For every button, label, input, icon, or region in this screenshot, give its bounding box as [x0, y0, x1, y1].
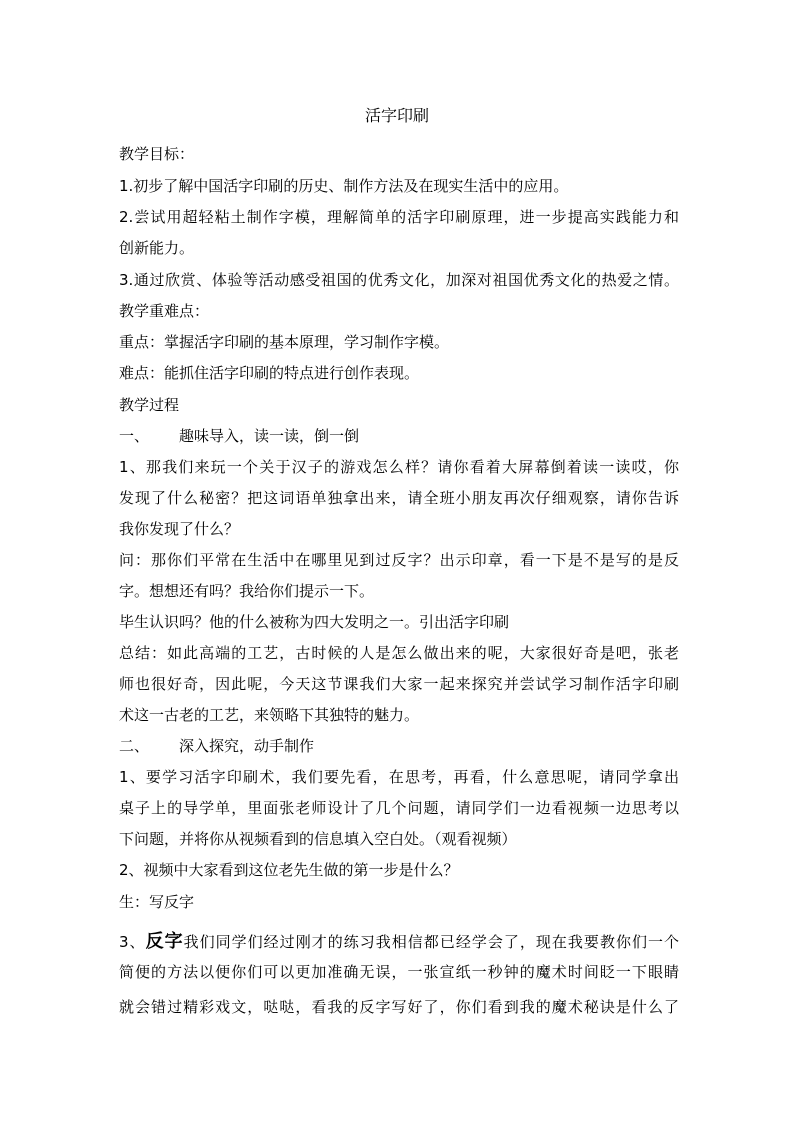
emphasized-term: 反字 — [145, 931, 184, 952]
line-text: 教学过程 — [119, 396, 180, 414]
line-text: 1、那我们来玩一个关于汉子的游戏怎么样？请你看着大屏幕倒着读一读哎，你 — [119, 458, 679, 476]
line-text: 2、视频中大家看到这位老先生做的第一步是什么？ — [119, 861, 459, 879]
paragraph-line — [119, 611, 679, 633]
line-text: 3.通过欣赏、体验等活动感受祖国的优秀文化，加深对祖国优秀文化的热爱之情。 — [119, 271, 679, 289]
paragraph-line — [119, 961, 679, 983]
line-text: 我们同学们经过刚才的练习我相信都已经学会了，现在我要教你们一个 — [183, 933, 679, 951]
section-heading — [119, 394, 679, 416]
line-prefix: 3、 — [119, 933, 146, 951]
section-heading — [119, 425, 679, 447]
line-text: 1.初步了解中国活字印刷的历史、制作方法及在现实生活中的应用。 — [119, 177, 569, 195]
paragraph-line — [119, 859, 679, 881]
paragraph-line — [119, 331, 679, 353]
paragraph-line — [119, 487, 679, 509]
line-text: 我你发现了什么？ — [119, 520, 240, 538]
section-number: 一、 — [119, 427, 150, 445]
line-text: 教学重难点： — [119, 302, 210, 320]
paragraph-line — [119, 766, 679, 788]
paragraph-line — [119, 143, 679, 165]
line-text: 就会错过精彩戏文，哒哒，看我的反字写好了，你们看到我的魔术秘诀是什么了 — [119, 998, 679, 1016]
line-text: 总结：如此高端的工艺，古时候的人是怎么做出来的呢，大家很好奇是吧，张老 — [119, 644, 679, 662]
paragraph-line — [119, 673, 679, 695]
line-text: 毕生认识吗？他的什么被称为四大发明之一。引出活字印刷 — [119, 613, 510, 631]
paragraph-line — [119, 237, 679, 259]
paragraph-line — [119, 642, 679, 664]
line-text: 2.尝试用超轻粘土制作字模，理解简单的活字印刷原理，进一步提高实践能力和 — [119, 208, 679, 226]
paragraph-line — [119, 518, 679, 540]
section-heading — [119, 735, 679, 757]
paragraph-line — [119, 996, 679, 1018]
paragraph-line — [119, 929, 679, 955]
line-text: 发现了什么秘密？把这词语单独拿出来，请全班小朋友再次仔细观察，请你告诉 — [119, 489, 679, 507]
line-text: 桌子上的导学单，里面张老师设计了几个问题，请同学们一边看视频一边思考以 — [119, 799, 679, 817]
paragraph-line — [119, 206, 679, 228]
paragraph-line — [119, 580, 679, 602]
line-text: 问：那你们平常在生活中在哪里见到过反字？出示印章，看一下是不是写的是反 — [119, 551, 679, 569]
paragraph-line — [119, 362, 679, 384]
document-title: 活字印刷 — [364, 106, 429, 125]
paragraph-line — [119, 269, 679, 291]
section-number: 二、 — [119, 737, 150, 755]
paragraph-line — [119, 797, 679, 819]
line-text: 术这一古老的工艺，来领略下其独特的魅力。 — [119, 706, 420, 724]
line-text: 生：写反字 — [119, 893, 195, 911]
line-text: 创新能力。 — [119, 239, 195, 257]
line-text: 师也很好奇，因此呢，今天这节课我们大家一起来探究并尝试学习制作活字印刷 — [119, 675, 679, 693]
paragraph-line — [119, 704, 679, 726]
line-text: 重点：掌握活字印刷的基本原理，学习制作字模。 — [119, 333, 450, 351]
line-text: 深入探究，动手制作 — [179, 737, 315, 755]
line-text: 下问题，并将你从视频看到的信息填入空白处。（观看视频） — [119, 830, 517, 848]
line-text: 简便的方法以便你们可以更加准确无误，一张宣纸一秒钟的魔术时间眨一下眼睛 — [119, 963, 679, 981]
paragraph-line — [119, 300, 679, 322]
line-text: 字。想想还有吗？我给你们提示一下。 — [119, 582, 375, 600]
line-text: 趣味导入，读一读，倒一倒 — [179, 427, 360, 445]
line-text: 教学目标： — [119, 145, 195, 163]
paragraph-line — [119, 891, 679, 913]
line-text: 难点：能抓住活字印刷的特点进行创作表现。 — [119, 364, 420, 382]
paragraph-line — [119, 175, 679, 197]
paragraph-line — [119, 456, 679, 478]
paragraph-line — [119, 828, 679, 850]
paragraph-line — [119, 549, 679, 571]
line-text: 1、要学习活字印刷术，我们要先看，在思考，再看，什么意思呢，请同学拿出 — [119, 768, 679, 786]
